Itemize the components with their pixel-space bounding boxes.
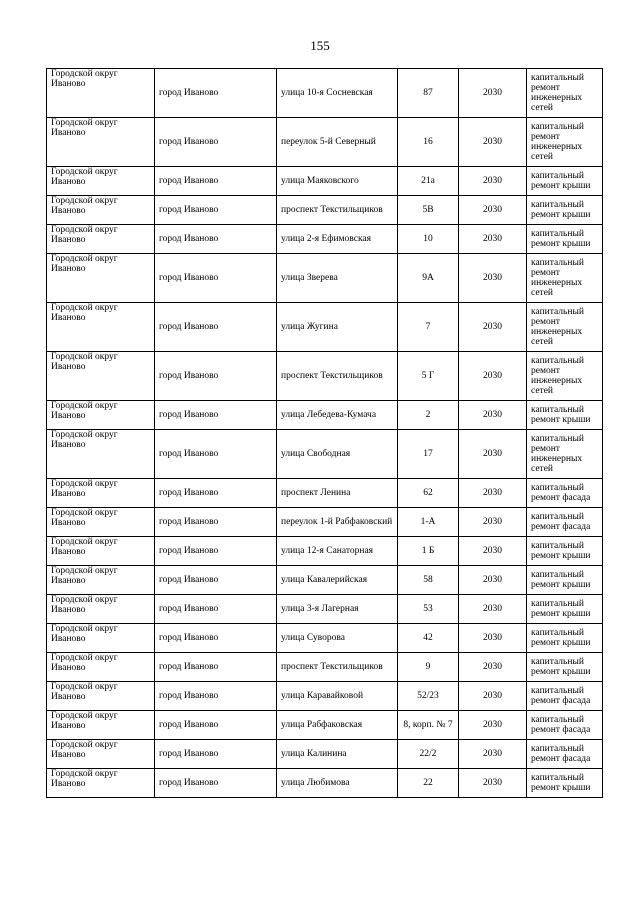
page-number: 155 [310, 38, 330, 53]
okrug-cell: Городской округ Иваново [47, 430, 155, 479]
street-cell: переулок 1-й Рабфаковский [277, 508, 398, 537]
okrug-cell: Городской округ Иваново [47, 682, 155, 711]
okrug-cell: Городской округ Иваново [47, 69, 155, 118]
street-cell: улица 3-я Лагерная [277, 595, 398, 624]
street-cell: переулок 5-й Северный [277, 118, 398, 167]
year-cell: 2030 [459, 401, 527, 430]
house-number-cell: 53 [398, 595, 459, 624]
city-cell: город Иваново [155, 225, 277, 254]
city-cell: город Иваново [155, 118, 277, 167]
table-row [47, 769, 603, 798]
table-row [47, 537, 603, 566]
work-type-cell: капитальный ремонт крыши [527, 653, 603, 682]
house-number-cell: 22/2 [398, 740, 459, 769]
work-type-cell: капитальный ремонт крыши [527, 401, 603, 430]
street-cell: улица Кавалерийская [277, 566, 398, 595]
okrug-cell: Городской округ Иваново [47, 118, 155, 167]
year-cell: 2030 [459, 595, 527, 624]
year-cell: 2030 [459, 479, 527, 508]
street-cell: улица Зверева [277, 254, 398, 303]
table-row [47, 479, 603, 508]
city-cell: город Иваново [155, 711, 277, 740]
year-cell: 2030 [459, 352, 527, 401]
repair-schedule-table [46, 68, 603, 798]
okrug-cell: Городской округ Иваново [47, 740, 155, 769]
street-cell: улица Лебедева-Кумача [277, 401, 398, 430]
city-cell: город Иваново [155, 537, 277, 566]
okrug-cell: Городской округ Иваново [47, 479, 155, 508]
year-cell: 2030 [459, 167, 527, 196]
work-type-cell: капитальный ремонт инженерных сетей [527, 303, 603, 352]
year-cell: 2030 [459, 653, 527, 682]
year-cell: 2030 [459, 537, 527, 566]
work-type-cell: капитальный ремонт инженерных сетей [527, 69, 603, 118]
city-cell: город Иваново [155, 740, 277, 769]
table-row [47, 682, 603, 711]
house-number-cell: 21а [398, 167, 459, 196]
house-number-cell: 5В [398, 196, 459, 225]
city-cell: город Иваново [155, 430, 277, 479]
house-number-cell: 58 [398, 566, 459, 595]
okrug-cell: Городской округ Иваново [47, 624, 155, 653]
city-cell: город Иваново [155, 769, 277, 798]
okrug-cell: Городской округ Иваново [47, 167, 155, 196]
house-number-cell: 17 [398, 430, 459, 479]
work-type-cell: капитальный ремонт инженерных сетей [527, 430, 603, 479]
work-type-cell: капитальный ремонт крыши [527, 769, 603, 798]
house-number-cell: 62 [398, 479, 459, 508]
street-cell: улица Свободная [277, 430, 398, 479]
table-row [47, 624, 603, 653]
street-cell: улица Суворова [277, 624, 398, 653]
table-row [47, 430, 603, 479]
house-number-cell: 7 [398, 303, 459, 352]
okrug-cell: Городской округ Иваново [47, 254, 155, 303]
street-cell: проспект Текстильщиков [277, 352, 398, 401]
work-type-cell: капитальный ремонт крыши [527, 167, 603, 196]
work-type-cell: капитальный ремонт крыши [527, 537, 603, 566]
work-type-cell: капитальный ремонт фасада [527, 479, 603, 508]
street-cell: улица Маяковского [277, 167, 398, 196]
house-number-cell: 1 Б [398, 537, 459, 566]
city-cell: город Иваново [155, 196, 277, 225]
year-cell: 2030 [459, 225, 527, 254]
year-cell: 2030 [459, 682, 527, 711]
street-cell: улица 10-я Сосневская [277, 69, 398, 118]
house-number-cell: 52/23 [398, 682, 459, 711]
city-cell: город Иваново [155, 508, 277, 537]
work-type-cell: капитальный ремонт фасада [527, 740, 603, 769]
table-row [47, 225, 603, 254]
okrug-cell: Городской округ Иваново [47, 566, 155, 595]
street-cell: улица Любимова [277, 769, 398, 798]
house-number-cell: 87 [398, 69, 459, 118]
house-number-cell: 10 [398, 225, 459, 254]
year-cell: 2030 [459, 566, 527, 595]
table-row [47, 711, 603, 740]
house-number-cell: 8, корп. № 7 [398, 711, 459, 740]
table-row [47, 196, 603, 225]
okrug-cell: Городской округ Иваново [47, 711, 155, 740]
street-cell: улица 12-я Санаторная [277, 537, 398, 566]
city-cell: город Иваново [155, 624, 277, 653]
year-cell: 2030 [459, 69, 527, 118]
okrug-cell: Городской округ Иваново [47, 196, 155, 225]
year-cell: 2030 [459, 118, 527, 167]
okrug-cell: Городской округ Иваново [47, 595, 155, 624]
year-cell: 2030 [459, 430, 527, 479]
okrug-cell: Городской округ Иваново [47, 508, 155, 537]
okrug-cell: Городской округ Иваново [47, 537, 155, 566]
house-number-cell: 42 [398, 624, 459, 653]
street-cell: проспект Ленина [277, 479, 398, 508]
city-cell: город Иваново [155, 479, 277, 508]
street-cell: улица Каравайковой [277, 682, 398, 711]
work-type-cell: капитальный ремонт фасада [527, 508, 603, 537]
work-type-cell: капитальный ремонт инженерных сетей [527, 352, 603, 401]
okrug-cell: Городской округ Иваново [47, 225, 155, 254]
table-row [47, 508, 603, 537]
table-body [47, 69, 603, 798]
city-cell: город Иваново [155, 69, 277, 118]
city-cell: город Иваново [155, 653, 277, 682]
year-cell: 2030 [459, 508, 527, 537]
okrug-cell: Городской округ Иваново [47, 401, 155, 430]
city-cell: город Иваново [155, 254, 277, 303]
work-type-cell: капитальный ремонт крыши [527, 196, 603, 225]
table-row [47, 69, 603, 118]
house-number-cell: 9А [398, 254, 459, 303]
year-cell: 2030 [459, 303, 527, 352]
city-cell: город Иваново [155, 566, 277, 595]
year-cell: 2030 [459, 711, 527, 740]
street-cell: улица Калинина [277, 740, 398, 769]
house-number-cell: 22 [398, 769, 459, 798]
city-cell: город Иваново [155, 595, 277, 624]
work-type-cell: капитальный ремонт инженерных сетей [527, 118, 603, 167]
street-cell: проспект Текстильщиков [277, 653, 398, 682]
table-row [47, 653, 603, 682]
city-cell: город Иваново [155, 167, 277, 196]
house-number-cell: 2 [398, 401, 459, 430]
work-type-cell: капитальный ремонт фасада [527, 711, 603, 740]
work-type-cell: капитальный ремонт инженерных сетей [527, 254, 603, 303]
work-type-cell: капитальный ремонт крыши [527, 595, 603, 624]
year-cell: 2030 [459, 624, 527, 653]
street-cell: улица 2-я Ефимовская [277, 225, 398, 254]
house-number-cell: 16 [398, 118, 459, 167]
okrug-cell: Городской округ Иваново [47, 303, 155, 352]
work-type-cell: капитальный ремонт крыши [527, 566, 603, 595]
table-row [47, 740, 603, 769]
year-cell: 2030 [459, 769, 527, 798]
house-number-cell: 5 Г [398, 352, 459, 401]
city-cell: город Иваново [155, 682, 277, 711]
table-row [47, 352, 603, 401]
table-row [47, 566, 603, 595]
okrug-cell: Городской округ Иваново [47, 653, 155, 682]
table-row [47, 167, 603, 196]
work-type-cell: капитальный ремонт фасада [527, 682, 603, 711]
city-cell: город Иваново [155, 401, 277, 430]
work-type-cell: капитальный ремонт крыши [527, 624, 603, 653]
year-cell: 2030 [459, 740, 527, 769]
table-row [47, 303, 603, 352]
city-cell: город Иваново [155, 303, 277, 352]
table-row [47, 254, 603, 303]
okrug-cell: Городской округ Иваново [47, 352, 155, 401]
work-type-cell: капитальный ремонт крыши [527, 225, 603, 254]
house-number-cell: 9 [398, 653, 459, 682]
street-cell: улица Рабфаковская [277, 711, 398, 740]
table-row [47, 401, 603, 430]
year-cell: 2030 [459, 196, 527, 225]
okrug-cell: Городской округ Иваново [47, 769, 155, 798]
city-cell: город Иваново [155, 352, 277, 401]
year-cell: 2030 [459, 254, 527, 303]
table-row [47, 595, 603, 624]
table-row [47, 118, 603, 167]
street-cell: улица Жугина [277, 303, 398, 352]
street-cell: проспект Текстильщиков [277, 196, 398, 225]
house-number-cell: 1-А [398, 508, 459, 537]
